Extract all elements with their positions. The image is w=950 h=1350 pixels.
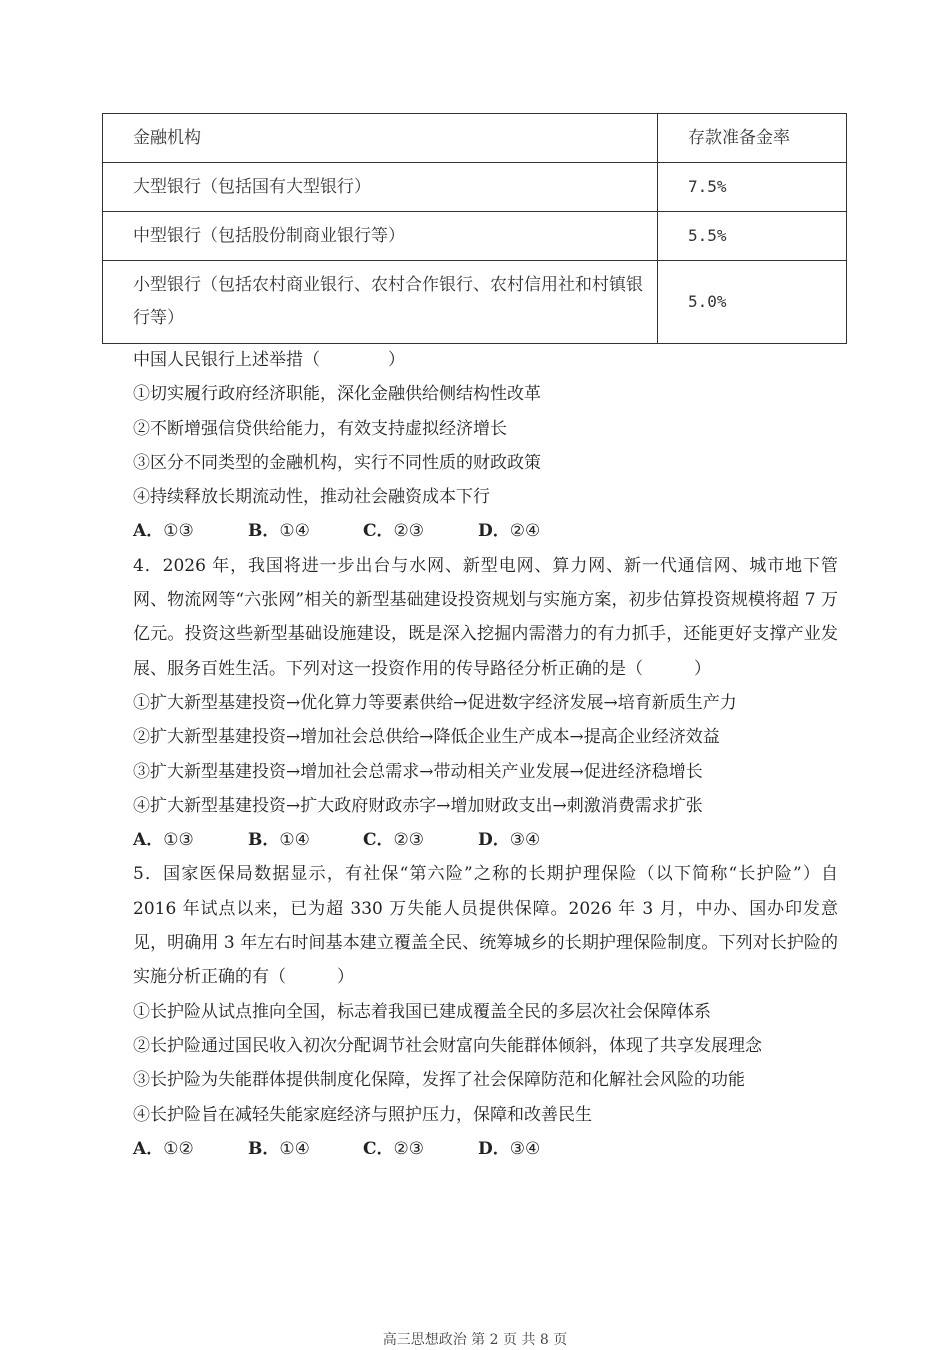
option-label: A． bbox=[133, 1138, 164, 1159]
q5-statement-4: ④长护险旨在减轻失能家庭经济与照护压力，保障和改善民生 bbox=[133, 1104, 592, 1125]
q4-option-c[interactable] bbox=[363, 823, 478, 857]
option-label: C． bbox=[363, 521, 394, 542]
q3-statement-2: ②不断增强信贷供给能力，有效支持虚拟经济增长 bbox=[133, 418, 507, 439]
row-institution: 大型银行（包括国有大型银行） bbox=[103, 163, 658, 212]
row-institution: 小型银行（包括农村商业银行、农村合作银行、农村信用社和村镇银行等） bbox=[103, 261, 658, 344]
q4-statement-4: ④扩大新型基建投资→扩大政府财政赤字→增加财政支出→刺激消费需求扩张 bbox=[133, 795, 703, 816]
q5-option-d[interactable] bbox=[478, 1132, 540, 1166]
q5-options bbox=[133, 1132, 838, 1166]
rate-value: 5.0% bbox=[688, 292, 727, 311]
table-row bbox=[103, 212, 847, 261]
q3-statement-3: ③区分不同类型的金融机构，实行不同性质的财政政策 bbox=[133, 452, 541, 473]
q4-statement-2: ②扩大新型基建投资→增加社会总供给→降低企业生产成本→提高企业经济效益 bbox=[133, 727, 720, 748]
q3-stem: 中国人民银行上述举措（ ） bbox=[133, 350, 405, 370]
rate-value: 5.5% bbox=[688, 226, 727, 245]
q5-statement-3: ③长护险为失能群体提供制度化保障，发挥了社会保障防范和化解社会风险的功能 bbox=[133, 1070, 745, 1091]
option-value: ③④ bbox=[509, 830, 541, 851]
q3-option-b[interactable] bbox=[248, 514, 363, 548]
table-header-row bbox=[103, 114, 847, 163]
q5-option-b[interactable] bbox=[248, 1132, 363, 1166]
q4-option-d[interactable] bbox=[478, 823, 540, 857]
row-rate bbox=[658, 212, 847, 261]
option-value: ①③ bbox=[163, 521, 194, 542]
option-label: C． bbox=[363, 1138, 394, 1159]
q3-statement-4: ④持续释放长期流动性，推动社会融资成本下行 bbox=[133, 487, 490, 508]
q4-options bbox=[133, 823, 838, 857]
option-value: ②③ bbox=[393, 830, 425, 851]
option-value: ①③ bbox=[163, 830, 194, 851]
option-label: B． bbox=[248, 830, 280, 851]
header-rate: 存款准备金率 bbox=[658, 114, 847, 163]
option-label: A． bbox=[133, 830, 164, 851]
q3-option-c[interactable] bbox=[363, 514, 478, 548]
row-institution: 中型银行（包括股份制商业银行等） bbox=[103, 212, 658, 261]
q4-option-a[interactable] bbox=[133, 823, 248, 857]
option-value: ①④ bbox=[279, 830, 310, 851]
q3-options bbox=[133, 514, 838, 548]
option-label: D． bbox=[478, 1138, 510, 1159]
reserve-ratio-table bbox=[102, 113, 847, 344]
q5-statement-1: ①长护险从试点推向全国，标志着我国已建成覆盖全民的多层次社会保障体系 bbox=[133, 1001, 711, 1022]
q5-option-c[interactable] bbox=[363, 1132, 478, 1166]
option-label: B． bbox=[248, 521, 280, 542]
option-label: B． bbox=[248, 1138, 280, 1159]
table-row bbox=[103, 261, 847, 344]
q3-option-a[interactable] bbox=[133, 514, 248, 548]
row-rate bbox=[658, 261, 847, 344]
table-row bbox=[103, 163, 847, 212]
option-value: ①④ bbox=[279, 521, 310, 542]
question-content bbox=[133, 343, 838, 1166]
q3-statement-1: ①切实履行政府经济职能，深化金融供给侧结构性改革 bbox=[133, 384, 541, 405]
option-value: ②④ bbox=[509, 521, 541, 542]
q5-statement-2: ②长护险通过国民收入初次分配调节社会财富向失能群体倾斜，体现了共享发展理念 bbox=[133, 1035, 762, 1056]
option-label: D． bbox=[478, 830, 510, 851]
option-value: ③④ bbox=[509, 1138, 541, 1159]
option-value: ②③ bbox=[393, 521, 425, 542]
q5-stem: 5．国家医保局数据显示，有社保“第六险”之称的长期护理保险（以下简称“长护险”）自 2016 年试点以来，已为超 330 万失能人员提供保障。2026 年 3 月，中办、国办印发意见，明确用 3 年左右时间基本建立覆盖全民、统筹城乡的长期护理保险制度。下列对长护险的实施分析正确的有（ ） bbox=[133, 864, 838, 988]
q5-option-a[interactable] bbox=[133, 1132, 248, 1166]
q4-statement-3: ③扩大新型基建投资→增加社会总需求→带动相关产业发展→促进经济稳增长 bbox=[133, 761, 703, 782]
option-label: C． bbox=[363, 830, 394, 851]
option-value: ②③ bbox=[393, 1138, 425, 1159]
q4-stem: 4．2026 年，我国将进一步出台与水网、新型电网、算力网、新一代通信网、城市地下管网、物流网等“六张网”相关的新型基础建设投资规划与实施方案，初步估算投资规模将超 7 万亿元。投资这些新型基础设施建设，既是深入挖掘内需潜力的有力抓手，还能更好支撑产业发展、服务百姓生活。下列对这一投资作用的传导路径分析正确的是（ ） bbox=[133, 555, 838, 679]
option-label: A． bbox=[133, 521, 164, 542]
option-value: ①② bbox=[163, 1138, 194, 1159]
row-rate bbox=[658, 163, 847, 212]
q4-option-b[interactable] bbox=[248, 823, 363, 857]
option-value: ①④ bbox=[279, 1138, 310, 1159]
q4-statement-1: ①扩大新型基建投资→优化算力等要素供给→促进数字经济发展→培育新质生产力 bbox=[133, 692, 737, 713]
header-institution: 金融机构 bbox=[103, 114, 658, 163]
page-footer: 高三思想政治 第 2 页 共 8 页 bbox=[382, 1332, 568, 1348]
option-label: D． bbox=[478, 521, 510, 542]
rate-value: 7.5% bbox=[688, 177, 727, 196]
q3-option-d[interactable] bbox=[478, 514, 540, 548]
